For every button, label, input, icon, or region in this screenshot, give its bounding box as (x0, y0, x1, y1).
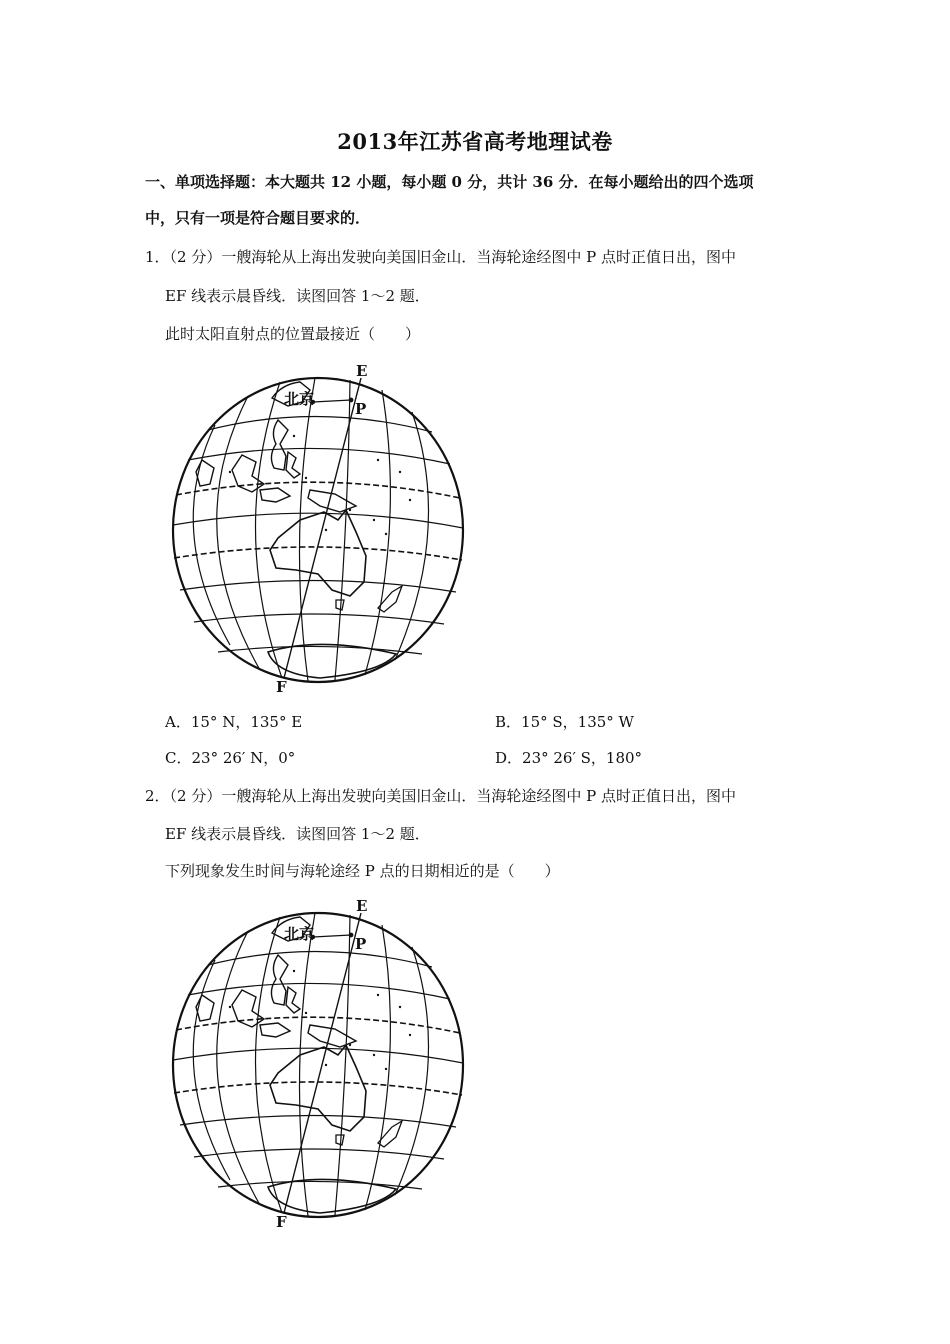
q1-stem-line-1: 1．（2 分）一艘海轮从上海出发驶向美国旧金山．当海轮途经图中 P 点时正值日出，图中 (145, 248, 736, 266)
q2-stem-line-2: EF 线表示晨昏线．读图回答 1～2 题． (165, 825, 430, 843)
q2-antarctica-outline (268, 1179, 396, 1213)
q2-label-e: E (356, 897, 368, 915)
q1-option-c[interactable]: C．23° 26′ N，0° (165, 749, 296, 767)
section-heading (145, 164, 815, 236)
q1-label-f: F (276, 678, 287, 695)
q2-globe-figure (160, 895, 490, 1234)
q1-globe-figure (160, 360, 490, 699)
q2-stem-line-1: 2．（2 分）一艘海轮从上海出发驶向美国旧金山．当海轮途经图中 P 点时正值日出，图中 (145, 787, 736, 805)
q1-globe-map (160, 360, 490, 695)
q2-label-beijing: 北京 (284, 925, 315, 943)
section-heading-line-2: 中，只有一项是符合题目要求的． (145, 209, 371, 227)
q1-label-beijing: 北京 (284, 390, 315, 408)
q1-terminator-line (284, 378, 361, 678)
q1-prompt: 此时太阳直射点的位置最接近（ ） (165, 325, 421, 343)
q2-terminator-line (284, 913, 361, 1213)
q2-label-f: F (276, 1213, 287, 1230)
q1-australia-outline (270, 510, 366, 596)
q1-antarctica-outline (268, 644, 396, 678)
q1-point-p-marker (349, 398, 354, 403)
q2-label-p: P (355, 935, 367, 953)
q2-globe-map (160, 895, 490, 1230)
section-heading-line-1: 一、单项选择题：本大题共 12 小题，每小题 0 分，共计 36 分．在每小题给出的四个选项 (145, 173, 754, 191)
q2-prompt: 下列现象发生时间与海轮途经 P 点的日期相近的是（ ） (165, 862, 560, 880)
q1-label-e: E (356, 362, 368, 380)
page-title: 2013年江苏省高考地理试卷 (337, 129, 613, 154)
q1-label-p: P (355, 400, 367, 418)
q1-option-d[interactable]: D．23° 26′ S，180° (495, 749, 643, 767)
q1-option-a[interactable]: A．15° N，135° E (165, 713, 303, 731)
q1-option-b[interactable]: B．15° S，135° W (495, 713, 634, 731)
q2-australia-outline (270, 1045, 366, 1131)
q1-stem-line-2: EF 线表示晨昏线．读图回答 1～2 题． (165, 287, 430, 305)
q2-point-p-marker (349, 933, 354, 938)
